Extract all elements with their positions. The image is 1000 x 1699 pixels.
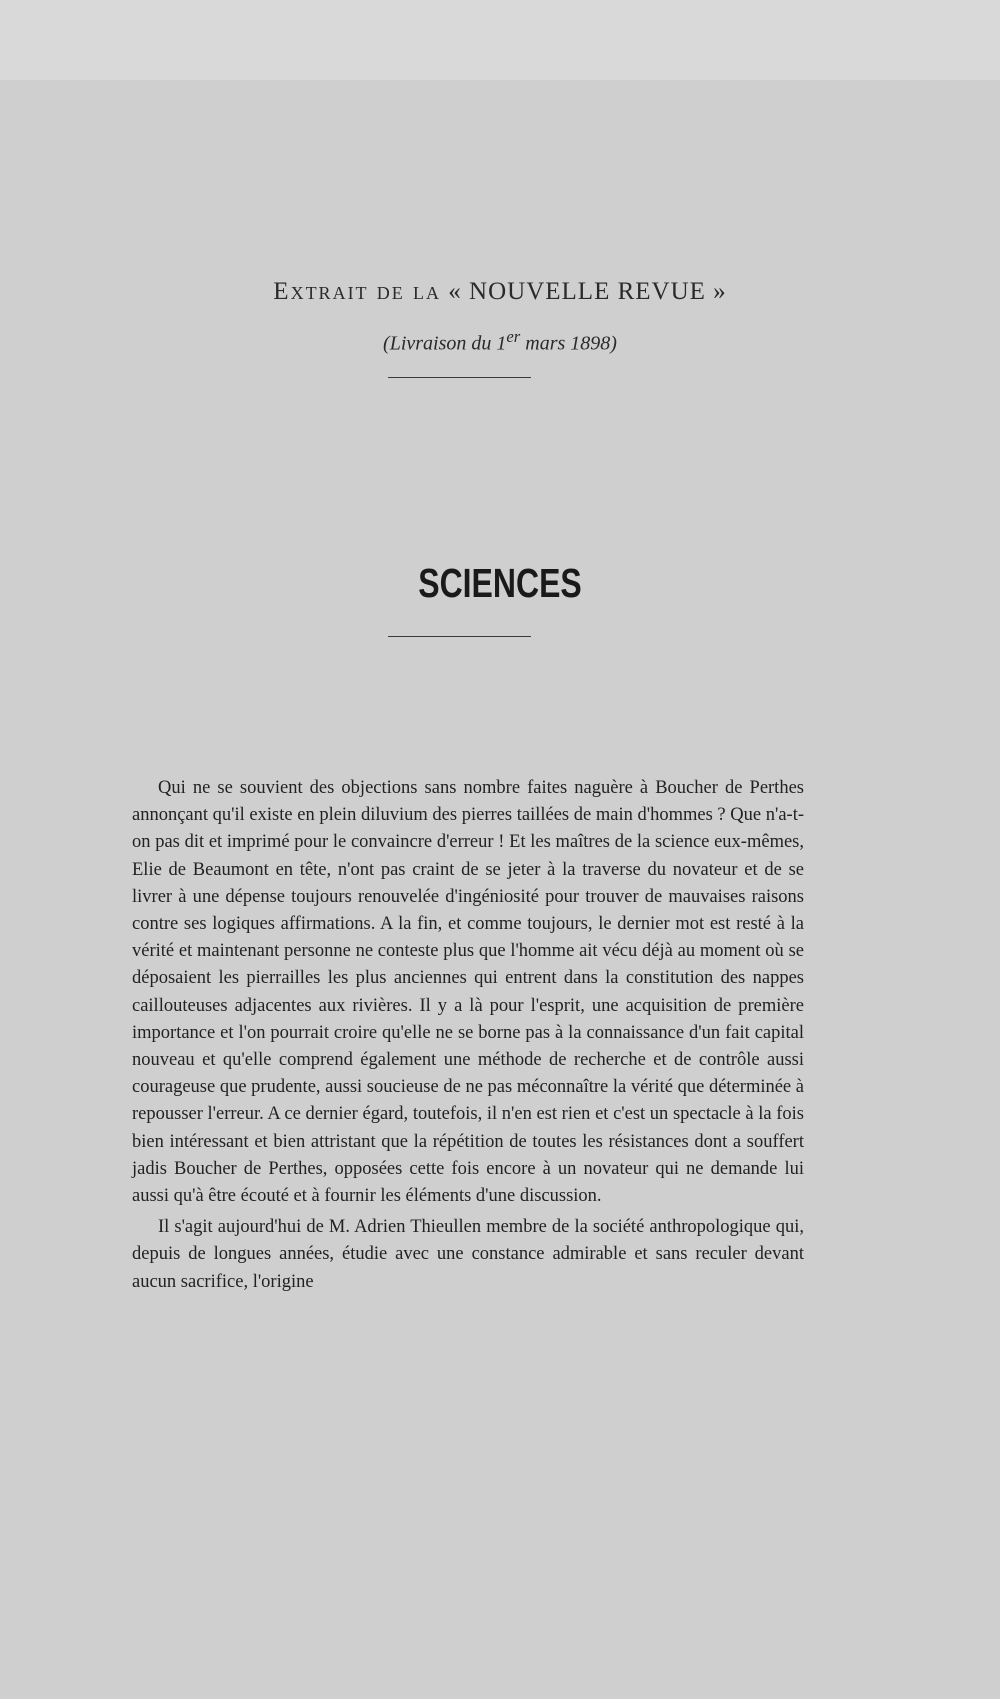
paragraph: Qui ne se souvient des objections sans nombre faites naguère à Boucher de Perthes annonçant qu'il existe en plein diluvium des pierres taillées de main d'hommes ? Que n'a-t-on pas dit et imprimé pour le convaincre d'erreur ! Et les maîtres de la science eux-mêmes, Elie de Beaumont en tête, n'ont pas craint de se jeter à la traverse du novateur et de se livrer à une dépense toujours renouvelée d'ingéniosité pour trouver de mauvaises raisons contre ses logiques affirmations. A la fin, et comme toujours, le dernier mot est resté à la vérité et maintenant personne ne conteste plus que l'homme ait vécu déjà au moment où se déposaient les pierrailles les plus anciennes qui entrent dans la constitution des nappes caillouteuses adjacentes aux rivières. Il y a là pour l'esprit, une acquisition de première importance et l'on pourrait croire qu'elle ne se borne pas à la connaissance d'un fait capital nouveau et qu'elle comprend également une méthode de recherche et de contrôle aussi courageuse que prudente, aussi soucieuse de ne pas méconnaître la vérité que déterminée à repousser l'erreur. A ce dernier égard, toutefois, il n'en est rien et c'est un spectacle à la fois bien intéressant et bien attristant que la répétition de toutes les résistances dont a souffert jadis Boucher de Perthes, opposées cette fois encore à un novateur qui ne demande lui aussi qu'à être écouté et à fournir les éléments d'une discussion.: [132, 778, 804, 1207]
issue-date-after: mars 1898): [520, 332, 617, 355]
divider-top: [388, 377, 531, 378]
article-body: [132, 775, 804, 1296]
section-title: SCIENCES: [418, 560, 582, 606]
issue-date-line: [0, 327, 1000, 356]
paragraph: Il s'agit aujourd'hui de M. Adrien Thieullen membre de la société anthropologique qui, depuis de longues années, étudie avec une constance admirable et sans reculer devant aucun sacrifice, l'origine: [132, 1217, 804, 1292]
issue-date-before: (Livraison du 1: [383, 332, 507, 355]
issue-date-sup: er: [506, 327, 521, 346]
source-prefix: Extrait de la: [273, 278, 442, 305]
source-journal: « NOUVELLE REVUE »: [448, 278, 727, 305]
scan-top-margin: [0, 0, 1000, 82]
divider-section: [388, 636, 531, 637]
source-line: [0, 278, 1000, 306]
